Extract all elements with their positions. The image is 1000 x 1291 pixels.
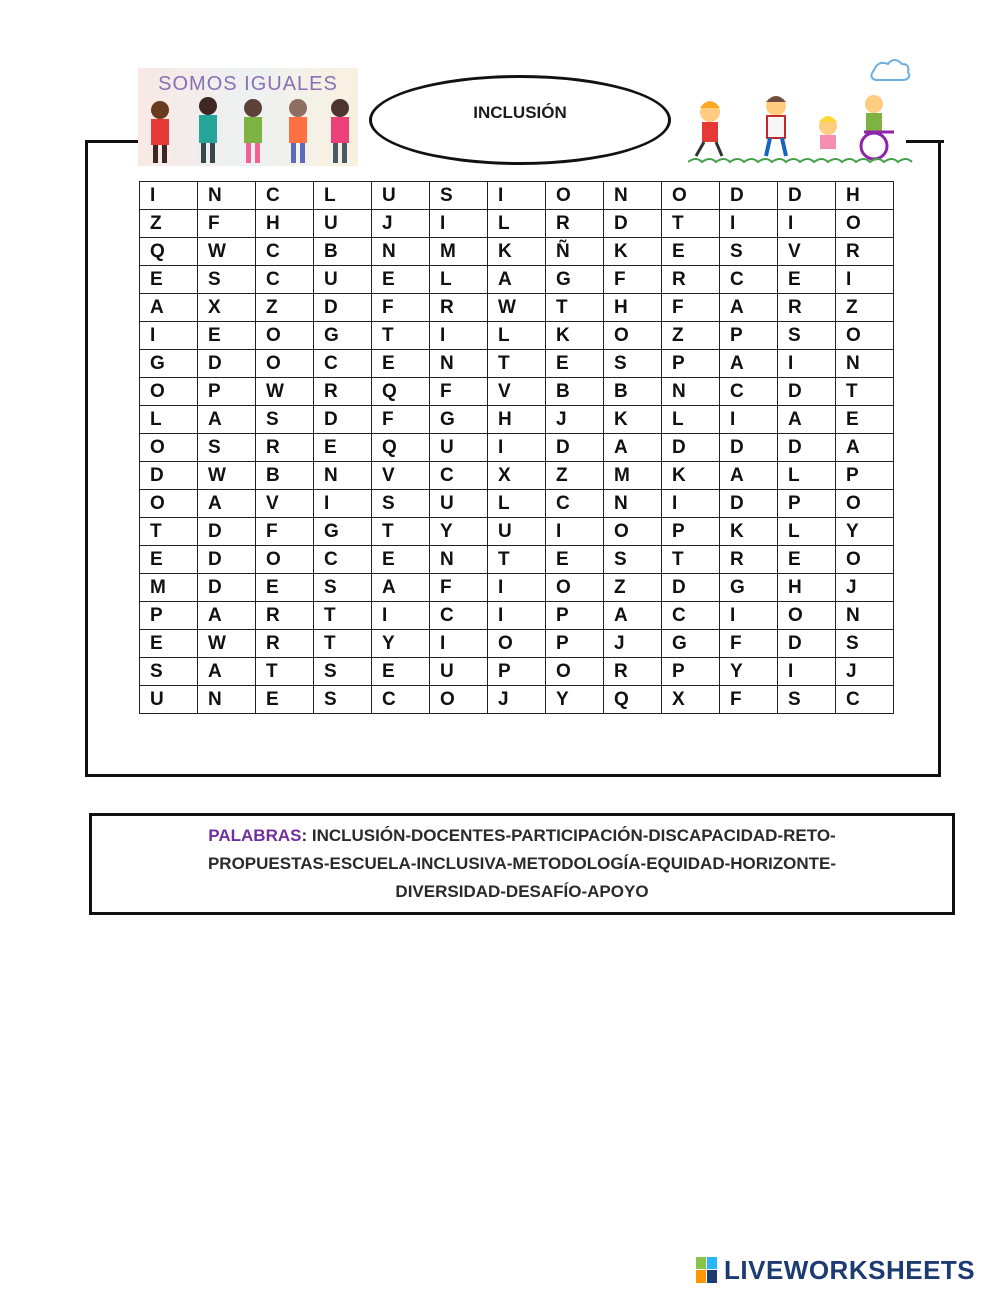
grid-cell[interactable]: C: [314, 350, 372, 378]
grid-cell[interactable]: Z: [140, 210, 198, 238]
grid-cell[interactable]: G: [430, 406, 488, 434]
grid-cell[interactable]: D: [314, 294, 372, 322]
grid-cell[interactable]: Y: [372, 630, 430, 658]
cloud-icon: [871, 60, 909, 80]
grid-cell[interactable]: I: [488, 182, 546, 210]
grid-cell[interactable]: Y: [430, 518, 488, 546]
grid-cell[interactable]: O: [140, 378, 198, 406]
grid-cell[interactable]: E: [314, 434, 372, 462]
grid-cell[interactable]: F: [372, 406, 430, 434]
grid-cell[interactable]: A: [198, 406, 256, 434]
grid-cell[interactable]: U: [430, 434, 488, 462]
grid-cell[interactable]: I: [662, 490, 720, 518]
grid-cell[interactable]: Q: [140, 238, 198, 266]
grid-cell[interactable]: J: [604, 630, 662, 658]
grid-cell[interactable]: J: [372, 210, 430, 238]
grid-cell[interactable]: E: [372, 266, 430, 294]
grid-cell[interactable]: U: [314, 210, 372, 238]
grid-cell[interactable]: N: [836, 350, 894, 378]
grid-cell[interactable]: S: [836, 630, 894, 658]
grid-cell[interactable]: K: [546, 322, 604, 350]
grid-cell[interactable]: I: [430, 210, 488, 238]
grid-cell[interactable]: S: [198, 434, 256, 462]
grid-cell[interactable]: R: [430, 294, 488, 322]
grid-cell[interactable]: T: [140, 518, 198, 546]
grid-row: [140, 490, 894, 518]
grid-cell[interactable]: T: [546, 294, 604, 322]
grid-cell[interactable]: E: [836, 406, 894, 434]
grid-cell[interactable]: S: [198, 266, 256, 294]
grid-cell[interactable]: L: [778, 518, 836, 546]
grid-cell[interactable]: A: [372, 574, 430, 602]
grid-cell[interactable]: I: [488, 602, 546, 630]
grid-cell[interactable]: O: [836, 490, 894, 518]
grid-cell[interactable]: Z: [836, 294, 894, 322]
grid-cell[interactable]: Q: [604, 686, 662, 714]
grid-cell[interactable]: P: [546, 602, 604, 630]
grid-cell[interactable]: Q: [372, 434, 430, 462]
grid-row: [140, 518, 894, 546]
grid-cell[interactable]: A: [720, 462, 778, 490]
grid-cell[interactable]: O: [836, 322, 894, 350]
grid-cell[interactable]: O: [546, 574, 604, 602]
grid-cell[interactable]: S: [372, 490, 430, 518]
grid-cell[interactable]: G: [720, 574, 778, 602]
grid-cell[interactable]: A: [198, 602, 256, 630]
grid-cell[interactable]: X: [198, 294, 256, 322]
grid-cell[interactable]: N: [372, 238, 430, 266]
grid-cell[interactable]: F: [198, 210, 256, 238]
grid-cell[interactable]: D: [720, 490, 778, 518]
grid-cell[interactable]: O: [430, 686, 488, 714]
grid-cell[interactable]: E: [372, 546, 430, 574]
grid-row: [140, 574, 894, 602]
word-list-line-3: DIVERSIDAD-DESAFÍO-APOYO: [395, 882, 649, 901]
grid-cell[interactable]: A: [720, 350, 778, 378]
grid-cell[interactable]: E: [256, 686, 314, 714]
grid-cell[interactable]: O: [256, 322, 314, 350]
grid-cell[interactable]: Z: [546, 462, 604, 490]
grid-cell[interactable]: R: [778, 294, 836, 322]
grid-cell[interactable]: J: [836, 658, 894, 686]
grid-cell[interactable]: F: [430, 378, 488, 406]
grid-cell[interactable]: P: [488, 658, 546, 686]
grid-cell[interactable]: I: [430, 630, 488, 658]
grid-cell[interactable]: L: [430, 266, 488, 294]
grid-cell[interactable]: H: [604, 294, 662, 322]
grid-cell[interactable]: I: [778, 350, 836, 378]
grid-cell[interactable]: U: [140, 686, 198, 714]
grid-cell[interactable]: S: [140, 658, 198, 686]
grid-cell[interactable]: L: [488, 210, 546, 238]
grid-cell[interactable]: J: [546, 406, 604, 434]
grid-cell[interactable]: N: [430, 546, 488, 574]
grid-cell[interactable]: A: [488, 266, 546, 294]
grid-cell[interactable]: R: [720, 546, 778, 574]
grid-cell[interactable]: C: [256, 238, 314, 266]
grid-cell[interactable]: A: [720, 294, 778, 322]
grid-cell[interactable]: S: [314, 574, 372, 602]
grid-cell[interactable]: Y: [836, 518, 894, 546]
grid-cell[interactable]: T: [662, 546, 720, 574]
grid-cell[interactable]: I: [836, 266, 894, 294]
grid-cell[interactable]: P: [720, 322, 778, 350]
grid-cell[interactable]: O: [140, 490, 198, 518]
grid-row: [140, 602, 894, 630]
grid-cell[interactable]: E: [546, 350, 604, 378]
grid-cell[interactable]: C: [720, 378, 778, 406]
grid-cell[interactable]: D: [314, 406, 372, 434]
frame-top-left-edge: [85, 140, 138, 143]
grid-cell[interactable]: A: [778, 406, 836, 434]
grid-cell[interactable]: R: [314, 378, 372, 406]
grid-cell[interactable]: F: [430, 574, 488, 602]
grid-cell[interactable]: I: [140, 322, 198, 350]
grid-cell[interactable]: O: [546, 182, 604, 210]
grid-cell[interactable]: D: [198, 574, 256, 602]
grid-cell[interactable]: T: [256, 658, 314, 686]
grid-cell[interactable]: A: [198, 658, 256, 686]
grid-row: [140, 238, 894, 266]
grid-cell[interactable]: E: [778, 266, 836, 294]
grid-cell[interactable]: I: [488, 574, 546, 602]
grid-cell[interactable]: Y: [720, 658, 778, 686]
word-list-label: PALABRAS: [208, 826, 302, 845]
grid-cell[interactable]: L: [662, 406, 720, 434]
grid-cell[interactable]: O: [604, 518, 662, 546]
grid-cell[interactable]: B: [314, 238, 372, 266]
grid-cell[interactable]: S: [720, 238, 778, 266]
grid-cell[interactable]: O: [836, 546, 894, 574]
grid-cell[interactable]: S: [314, 658, 372, 686]
grid-cell[interactable]: I: [546, 518, 604, 546]
grid-cell[interactable]: I: [720, 210, 778, 238]
grid-row: [140, 322, 894, 350]
grid-cell[interactable]: L: [314, 182, 372, 210]
grid-cell[interactable]: P: [662, 518, 720, 546]
word-list-text-1: : INCLUSIÓN-DOCENTES-PARTICIPACIÓN-DISCAPACIDAD-RETO-: [301, 826, 836, 845]
grid-cell[interactable]: U: [314, 266, 372, 294]
liveworksheets-logo-icon: [696, 1257, 718, 1283]
grid-cell[interactable]: O: [256, 546, 314, 574]
grid-cell[interactable]: A: [140, 294, 198, 322]
grid-cell[interactable]: F: [372, 294, 430, 322]
grid-cell[interactable]: Z: [256, 294, 314, 322]
grid-cell[interactable]: C: [720, 266, 778, 294]
grid-cell[interactable]: R: [256, 434, 314, 462]
grid-cell[interactable]: H: [488, 406, 546, 434]
grid-cell[interactable]: X: [488, 462, 546, 490]
grid-cell[interactable]: O: [256, 350, 314, 378]
grid-cell[interactable]: H: [836, 182, 894, 210]
grid-cell[interactable]: P: [778, 490, 836, 518]
grid-cell[interactable]: E: [140, 546, 198, 574]
grid-cell[interactable]: V: [488, 378, 546, 406]
grid-cell[interactable]: K: [488, 238, 546, 266]
grid-cell[interactable]: N: [314, 462, 372, 490]
grid-cell[interactable]: W: [198, 630, 256, 658]
grid-cell[interactable]: W: [198, 462, 256, 490]
grid-cell[interactable]: W: [488, 294, 546, 322]
grid-cell[interactable]: S: [604, 350, 662, 378]
word-list-box: [89, 813, 955, 915]
grid-cell[interactable]: L: [778, 462, 836, 490]
grid-cell[interactable]: F: [256, 518, 314, 546]
grid-cell[interactable]: T: [488, 350, 546, 378]
grid-cell[interactable]: D: [662, 574, 720, 602]
page-title: INCLUSIÓN: [473, 103, 567, 122]
grid-cell[interactable]: R: [256, 630, 314, 658]
grid-cell[interactable]: N: [604, 490, 662, 518]
word-list-line-2: PROPUESTAS-ESCUELA-INCLUSIVA-METODOLOGÍA-EQUIDAD-HORIZONTE-: [207, 854, 837, 873]
brand-name: LIVEWORKSHEETS: [724, 1254, 976, 1285]
frame-top-right-edge: [906, 140, 944, 143]
grid-cell[interactable]: B: [546, 378, 604, 406]
grid-cell[interactable]: F: [720, 686, 778, 714]
grid-cell[interactable]: C: [546, 490, 604, 518]
grid-cell[interactable]: K: [604, 406, 662, 434]
grid-cell[interactable]: G: [314, 518, 372, 546]
grid-cell[interactable]: E: [140, 630, 198, 658]
grid-cell[interactable]: B: [604, 378, 662, 406]
grid-cell[interactable]: S: [778, 686, 836, 714]
grid-cell[interactable]: E: [198, 322, 256, 350]
grid-cell[interactable]: T: [662, 210, 720, 238]
grid-cell[interactable]: D: [720, 434, 778, 462]
grid-cell[interactable]: E: [662, 238, 720, 266]
grid-cell[interactable]: D: [198, 546, 256, 574]
grid-cell[interactable]: T: [314, 630, 372, 658]
grid-cell[interactable]: N: [430, 350, 488, 378]
grid-cell[interactable]: R: [662, 266, 720, 294]
grid-cell[interactable]: D: [778, 182, 836, 210]
grid-cell[interactable]: P: [836, 462, 894, 490]
grid-cell[interactable]: E: [778, 546, 836, 574]
grid-cell[interactable]: E: [372, 350, 430, 378]
grid-cell[interactable]: E: [372, 658, 430, 686]
grid-cell[interactable]: S: [256, 406, 314, 434]
grid-cell[interactable]: T: [314, 602, 372, 630]
grid-cell[interactable]: M: [140, 574, 198, 602]
grid-cell[interactable]: R: [836, 238, 894, 266]
grid-cell[interactable]: C: [430, 602, 488, 630]
grid-cell[interactable]: P: [198, 378, 256, 406]
grid-cell[interactable]: U: [488, 518, 546, 546]
grid-cell[interactable]: P: [662, 658, 720, 686]
grid-cell[interactable]: E: [256, 574, 314, 602]
grid-cell[interactable]: V: [256, 490, 314, 518]
grid-cell[interactable]: G: [140, 350, 198, 378]
grid-cell[interactable]: I: [140, 182, 198, 210]
grid-cell[interactable]: R: [604, 658, 662, 686]
grid-cell[interactable]: L: [488, 322, 546, 350]
grid-cell[interactable]: I: [488, 434, 546, 462]
grid-cell[interactable]: T: [488, 546, 546, 574]
grid-row: [140, 378, 894, 406]
grid-cell[interactable]: I: [720, 406, 778, 434]
grid-cell[interactable]: U: [372, 182, 430, 210]
grid-cell[interactable]: I: [314, 490, 372, 518]
grid-row: [140, 546, 894, 574]
grid-cell[interactable]: E: [546, 546, 604, 574]
grid-cell[interactable]: U: [430, 658, 488, 686]
title-oval: [369, 75, 671, 165]
grid-cell[interactable]: J: [836, 574, 894, 602]
grid-cell[interactable]: K: [720, 518, 778, 546]
grid-cell[interactable]: W: [256, 378, 314, 406]
word-search-grid[interactable]: [139, 181, 894, 714]
grid-cell[interactable]: I: [430, 322, 488, 350]
grid-cell[interactable]: C: [256, 182, 314, 210]
grid-cell[interactable]: T: [372, 518, 430, 546]
grid-cell[interactable]: S: [604, 546, 662, 574]
grid-cell[interactable]: O: [836, 210, 894, 238]
grid-cell[interactable]: I: [372, 602, 430, 630]
grid-cell[interactable]: Ñ: [546, 238, 604, 266]
grid-cell[interactable]: C: [372, 686, 430, 714]
grid-cell[interactable]: H: [256, 210, 314, 238]
grid-cell[interactable]: N: [662, 378, 720, 406]
grid-cell[interactable]: F: [662, 294, 720, 322]
grid-cell[interactable]: C: [836, 686, 894, 714]
grid-cell[interactable]: M: [430, 238, 488, 266]
grid-cell[interactable]: G: [314, 322, 372, 350]
grid-cell[interactable]: Y: [546, 686, 604, 714]
grid-row: [140, 462, 894, 490]
grid-row: [140, 182, 894, 210]
grid-cell[interactable]: T: [372, 322, 430, 350]
grid-cell[interactable]: I: [778, 210, 836, 238]
grid-cell[interactable]: O: [546, 658, 604, 686]
grid-row: [140, 630, 894, 658]
grid-cell[interactable]: X: [662, 686, 720, 714]
grid-cell[interactable]: P: [140, 602, 198, 630]
grid-cell[interactable]: N: [198, 686, 256, 714]
grid-cell[interactable]: S: [778, 322, 836, 350]
grid-cell[interactable]: N: [198, 182, 256, 210]
grid-cell[interactable]: D: [604, 210, 662, 238]
grid-cell[interactable]: R: [256, 602, 314, 630]
grid-cell[interactable]: V: [372, 462, 430, 490]
grid-cell[interactable]: H: [778, 574, 836, 602]
grid-cell[interactable]: U: [430, 490, 488, 518]
grid-cell[interactable]: N: [836, 602, 894, 630]
grid-cell[interactable]: C: [256, 266, 314, 294]
grid-row: [140, 686, 894, 714]
grid-cell[interactable]: I: [720, 602, 778, 630]
grid-cell[interactable]: A: [836, 434, 894, 462]
grid-cell[interactable]: A: [198, 490, 256, 518]
grid-cell[interactable]: V: [778, 238, 836, 266]
grid-cell[interactable]: L: [488, 490, 546, 518]
grid-row: [140, 210, 894, 238]
grid-cell[interactable]: D: [778, 630, 836, 658]
grid-cell[interactable]: M: [604, 462, 662, 490]
grid-cell[interactable]: R: [546, 210, 604, 238]
grid-cell[interactable]: N: [604, 182, 662, 210]
grid-cell[interactable]: C: [662, 602, 720, 630]
grid-row: [140, 406, 894, 434]
grid-cell[interactable]: D: [198, 350, 256, 378]
grid-row: [140, 350, 894, 378]
grid-cell[interactable]: K: [604, 238, 662, 266]
grid-cell[interactable]: T: [836, 378, 894, 406]
grid-row: [140, 658, 894, 686]
grid-cell[interactable]: L: [140, 406, 198, 434]
grid-cell[interactable]: D: [778, 434, 836, 462]
grid-cell[interactable]: O: [778, 602, 836, 630]
grid-cell[interactable]: D: [140, 462, 198, 490]
grid-cell[interactable]: W: [198, 238, 256, 266]
grid-cell[interactable]: O: [604, 322, 662, 350]
grid-cell[interactable]: B: [256, 462, 314, 490]
grid-cell[interactable]: F: [720, 630, 778, 658]
word-list-line-1: [208, 822, 835, 850]
grid-cell[interactable]: O: [488, 630, 546, 658]
grid-cell[interactable]: S: [430, 182, 488, 210]
grid-cell[interactable]: P: [546, 630, 604, 658]
grid-cell[interactable]: Q: [372, 378, 430, 406]
liveworksheets-logo[interactable]: [696, 1254, 975, 1286]
grid-cell[interactable]: O: [662, 182, 720, 210]
grid-row: [140, 294, 894, 322]
grid-cell[interactable]: I: [778, 658, 836, 686]
grid-cell[interactable]: C: [314, 546, 372, 574]
grid-cell[interactable]: G: [546, 266, 604, 294]
grid-cell[interactable]: A: [604, 434, 662, 462]
grid-cell[interactable]: J: [488, 686, 546, 714]
grid-cell[interactable]: A: [604, 602, 662, 630]
grid-cell[interactable]: D: [198, 518, 256, 546]
grid-cell[interactable]: Z: [604, 574, 662, 602]
grid-cell[interactable]: K: [662, 462, 720, 490]
banner-text: SOMOS IGUALES: [158, 73, 338, 95]
grid-row: [140, 266, 894, 294]
grid-cell[interactable]: G: [662, 630, 720, 658]
grid-row: [140, 434, 894, 462]
grid-cell[interactable]: D: [546, 434, 604, 462]
grid-cell[interactable]: D: [662, 434, 720, 462]
grid-cell[interactable]: E: [140, 266, 198, 294]
grid-cell[interactable]: S: [314, 686, 372, 714]
grid-cell[interactable]: C: [430, 462, 488, 490]
grid-cell[interactable]: D: [778, 378, 836, 406]
grid-cell[interactable]: Z: [662, 322, 720, 350]
grid-cell[interactable]: D: [720, 182, 778, 210]
grid-cell[interactable]: O: [140, 434, 198, 462]
grid-cell[interactable]: F: [604, 266, 662, 294]
grid-cell[interactable]: P: [662, 350, 720, 378]
